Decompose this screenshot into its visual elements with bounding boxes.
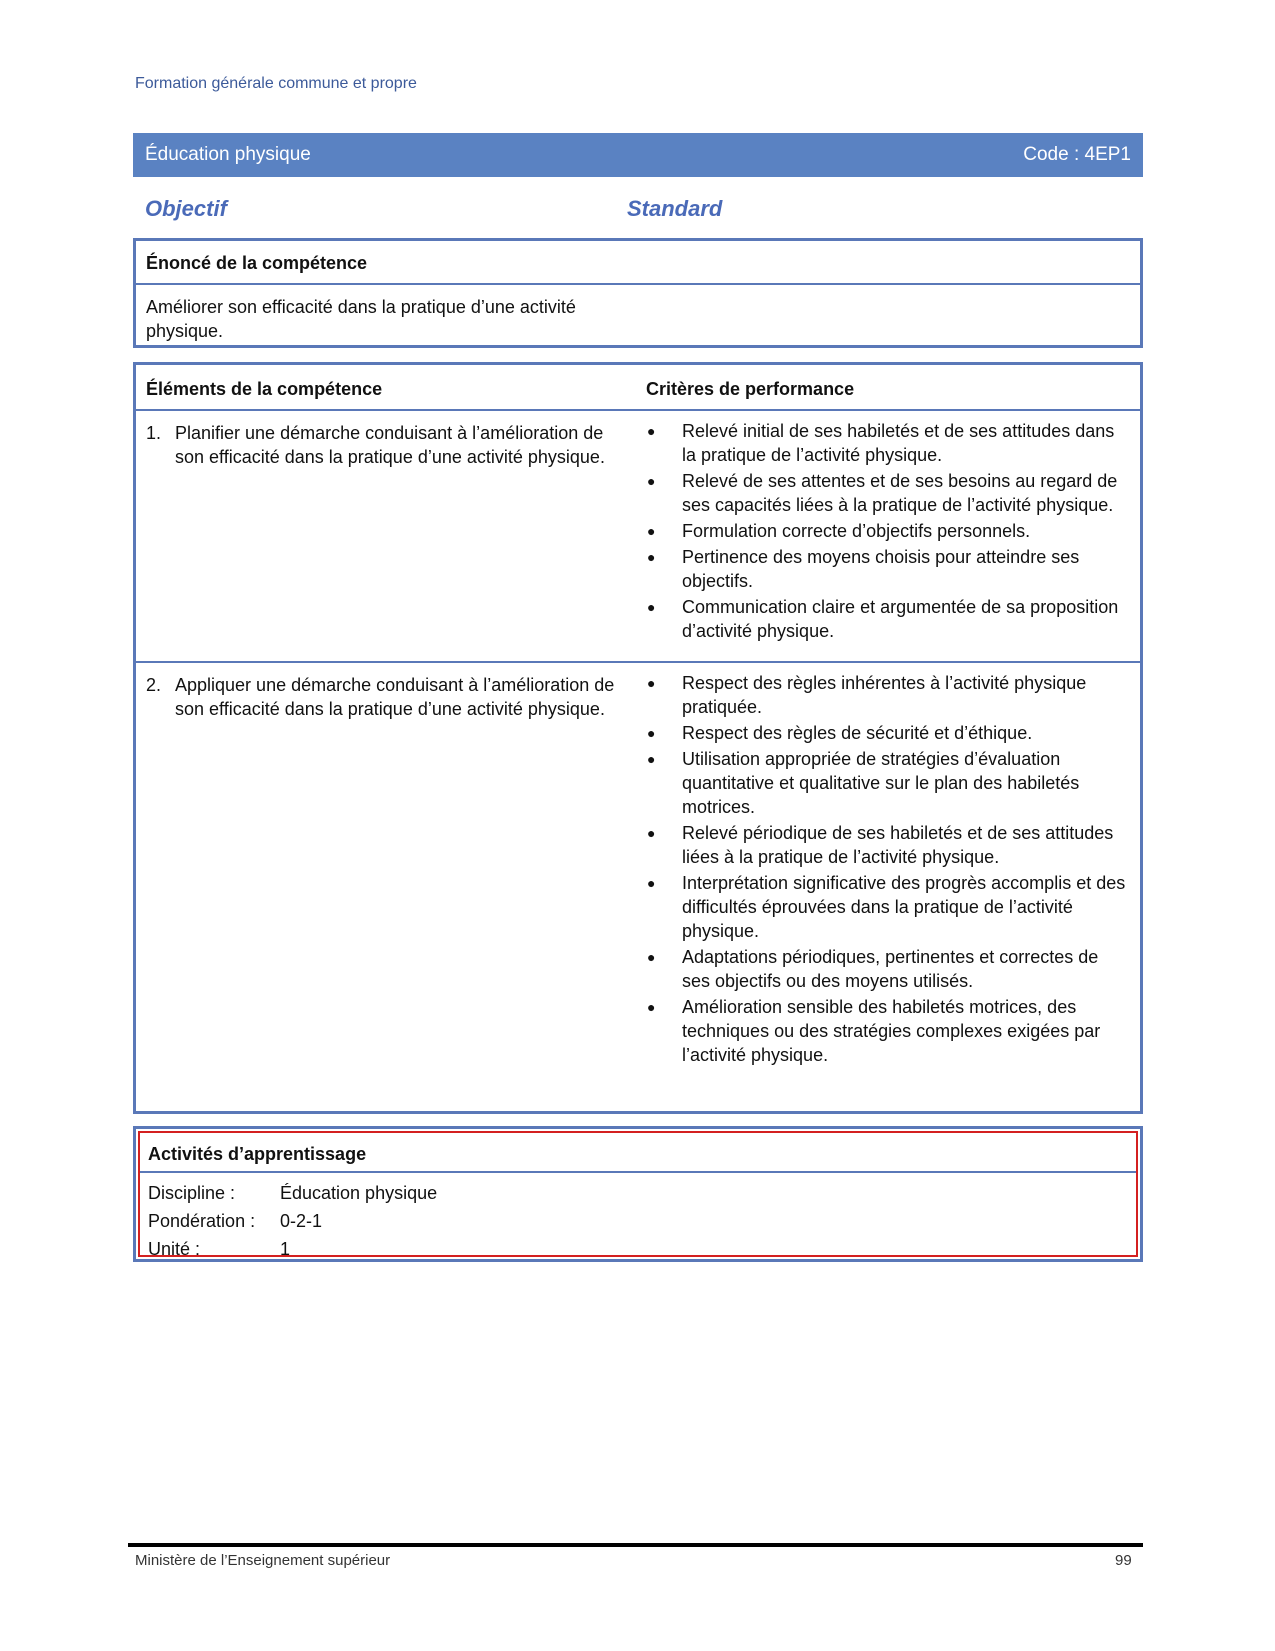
activites-heading: Activités d’apprentissage [140,1133,1136,1173]
criterion-text: Relevé initial de ses habiletés et de ses attitudes dans la pratique de l’activité physique. [682,421,1115,465]
competence-row [136,411,1140,663]
enonce-box [133,238,1143,348]
criterion-text: Respect des règles de sécurité et d’éthique. [682,723,1033,743]
criterion-text: Utilisation appropriée de stratégies d’évaluation quantitative et qualitative sur le plan des habiletés motrices. [682,749,1080,817]
bullet-icon: ● [647,875,656,891]
bullet-icon: ● [647,725,656,741]
criterion-text: Amélioration sensible des habiletés motrices, des techniques ou des stratégies complexes exigées par l’activité physique. [682,997,1101,1065]
criterion-item [646,419,1126,467]
criterion-text: Adaptations périodiques, pertinentes et correctes de ses objectifs ou des moyens utilisés. [682,947,1099,991]
bullet-icon: ● [647,949,656,965]
criteria-list [646,419,1126,645]
criterion-item [646,469,1126,517]
bullet-icon: ● [647,549,656,565]
criterion-item [646,519,1126,543]
bullet-icon: ● [647,423,656,439]
criterion-item [646,721,1126,745]
criterion-item [646,871,1126,943]
objective-row [145,196,1045,222]
enonce-heading: Énoncé de la compétence [136,241,1140,285]
course-code: Code : 4EP1 [1023,144,1131,165]
criterion-text: Pertinence des moyens choisis pour atteindre ses objectifs. [682,547,1080,591]
discipline-row [148,1183,437,1204]
elements-heading: Éléments de la compétence [146,379,383,399]
element-text [146,421,616,469]
top-label: Formation générale commune et propre [135,75,417,92]
element-number: 2. [146,675,162,695]
element-description: Appliquer une démarche conduisant à l’amélioration de son efficacité dans la pratique d’une activité physique. [175,675,615,719]
bullet-icon: ● [647,599,656,615]
criterion-item [646,995,1126,1067]
criterion-text: Formulation correcte d’objectifs personnels. [682,521,1031,541]
title-bar [133,133,1143,177]
page-number: 99 [1115,1552,1132,1569]
unite-value: 1 [280,1239,291,1259]
criterion-text: Relevé périodique de ses habiletés et de ses attitudes liées à la pratique de l’activité physique. [682,823,1114,867]
criterion-item [646,945,1126,993]
activites-box [133,1126,1143,1262]
element-number: 1. [146,423,162,443]
unite-row [148,1239,290,1260]
criterion-text: Interprétation significative des progrès accomplis et des difficultés éprouvées dans la pratique de l’activité physique. [682,873,1126,941]
element-description: Planifier une démarche conduisant à l’amélioration de son efficacité dans la pratique d’une activité physique. [175,423,605,467]
discipline-label: Discipline : [148,1183,236,1203]
criterion-item [646,595,1126,643]
bullet-icon: ● [647,473,656,489]
bullet-icon: ● [647,999,656,1015]
bullet-icon: ● [647,523,656,539]
ponderation-label: Pondération : [148,1211,256,1231]
discipline-value: Éducation physique [280,1183,438,1203]
bullet-icon: ● [647,751,656,767]
enonce-text: Améliorer son efficacité dans la pratique d’une activité physique. [146,297,576,341]
criterion-item [646,821,1126,869]
footer-divider [128,1543,1143,1547]
unite-label: Unité : [148,1239,201,1259]
criterion-text: Relevé de ses attentes et de ses besoins au regard de ses capacités liées à la pratique de l’activité physique. [682,471,1118,515]
criterion-item [646,747,1126,819]
criterion-text: Communication claire et argumentée de sa proposition d’activité physique. [682,597,1119,641]
criterion-text: Respect des règles inhérentes à l’activité physique pratiquée. [682,673,1087,717]
ponderation-value: 0-2-1 [280,1211,323,1231]
criteria-list [646,671,1126,1069]
bullet-icon: ● [647,675,656,691]
standard-label: Standard [627,196,723,221]
competence-row [136,663,1140,1109]
criterion-item [646,671,1126,719]
objectif-label: Objectif [145,196,227,221]
element-text [146,673,616,721]
bullet-icon: ● [647,825,656,841]
elements-box [133,362,1143,1114]
discipline-title: Éducation physique [145,144,311,165]
footer-ministry: Ministère de l’Enseignement supérieur [135,1552,391,1569]
elements-header [136,365,1140,411]
ponderation-row [148,1211,322,1232]
criteria-heading: Critères de performance [646,379,855,399]
criterion-item [646,545,1126,593]
activites-frame [138,1131,1138,1257]
